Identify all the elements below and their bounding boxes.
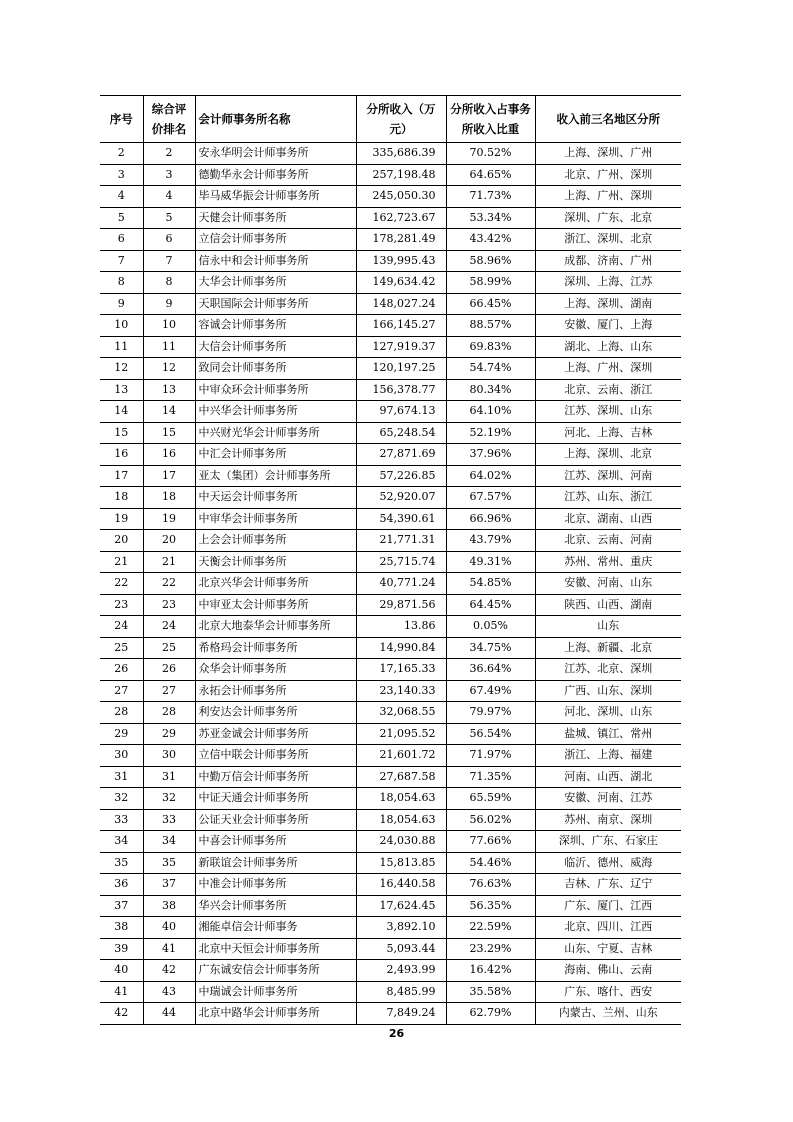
cell-ratio: 43.42%	[446, 229, 535, 251]
cell-rank: 4	[143, 186, 195, 208]
cell-seq: 16	[100, 444, 143, 466]
cell-revenue: 17,624.45	[356, 895, 446, 917]
table-row	[100, 594, 681, 616]
cell-ratio: 71.35%	[446, 766, 535, 788]
table-row	[100, 745, 681, 767]
cell-ratio: 71.97%	[446, 745, 535, 767]
cell-revenue: 16,440.58	[356, 874, 446, 896]
cell-regions: 盐城、镇江、常州	[535, 723, 681, 745]
header-seq: 序号	[100, 96, 143, 143]
cell-ratio: 71.73%	[446, 186, 535, 208]
cell-seq: 12	[100, 358, 143, 380]
table-row	[100, 680, 681, 702]
cell-regions: 安徽、河南、江苏	[535, 788, 681, 810]
cell-revenue: 15,813.85	[356, 852, 446, 874]
cell-firm-name: 中瑞诚会计师事务所	[195, 981, 356, 1003]
cell-firm-name: 北京中天恒会计师事务所	[195, 938, 356, 960]
header-rank: 综合评价排名	[143, 96, 195, 143]
cell-regions: 海南、佛山、云南	[535, 960, 681, 982]
cell-ratio: 62.79%	[446, 1003, 535, 1025]
table-body	[100, 143, 681, 1025]
table-row	[100, 852, 681, 874]
cell-ratio: 54.85%	[446, 573, 535, 595]
cell-seq: 23	[100, 594, 143, 616]
cell-rank: 35	[143, 852, 195, 874]
cell-seq: 41	[100, 981, 143, 1003]
table-row	[100, 659, 681, 681]
cell-regions: 陕西、山西、湖南	[535, 594, 681, 616]
cell-rank: 44	[143, 1003, 195, 1025]
cell-seq: 24	[100, 616, 143, 638]
cell-firm-name: 大信会计师事务所	[195, 336, 356, 358]
cell-regions: 北京、四川、江西	[535, 917, 681, 939]
cell-firm-name: 利安达会计师事务所	[195, 702, 356, 724]
cell-revenue: 3,892.10	[356, 917, 446, 939]
cell-regions: 河北、深圳、山东	[535, 702, 681, 724]
table-row	[100, 487, 681, 509]
cell-regions: 湖北、上海、山东	[535, 336, 681, 358]
cell-seq: 19	[100, 508, 143, 530]
cell-regions: 内蒙古、兰州、山东	[535, 1003, 681, 1025]
cell-regions: 安徽、厦门、上海	[535, 315, 681, 337]
cell-seq: 20	[100, 530, 143, 552]
cell-firm-name: 容诚会计师事务所	[195, 315, 356, 337]
cell-ratio: 77.66%	[446, 831, 535, 853]
cell-ratio: 64.02%	[446, 465, 535, 487]
cell-ratio: 54.74%	[446, 358, 535, 380]
cell-ratio: 65.59%	[446, 788, 535, 810]
cell-regions: 深圳、上海、江苏	[535, 272, 681, 294]
cell-firm-name: 中审众环会计师事务所	[195, 379, 356, 401]
cell-revenue: 21,601.72	[356, 745, 446, 767]
cell-seq: 8	[100, 272, 143, 294]
cell-revenue: 14,990.84	[356, 637, 446, 659]
cell-regions: 安徽、河南、山东	[535, 573, 681, 595]
cell-rank: 2	[143, 143, 195, 165]
table-row	[100, 444, 681, 466]
cell-ratio: 80.34%	[446, 379, 535, 401]
cell-revenue: 29,871.56	[356, 594, 446, 616]
cell-rank: 11	[143, 336, 195, 358]
cell-regions: 浙江、上海、福建	[535, 745, 681, 767]
cell-regions: 吉林、广东、辽宁	[535, 874, 681, 896]
cell-revenue: 148,027.24	[356, 293, 446, 315]
cell-firm-name: 中天运会计师事务所	[195, 487, 356, 509]
cell-firm-name: 天健会计师事务所	[195, 207, 356, 229]
cell-ratio: 23.29%	[446, 938, 535, 960]
table-row	[100, 723, 681, 745]
table-row	[100, 250, 681, 272]
cell-ratio: 76.63%	[446, 874, 535, 896]
cell-ratio: 64.10%	[446, 401, 535, 423]
cell-ratio: 64.65%	[446, 164, 535, 186]
cell-rank: 13	[143, 379, 195, 401]
cell-ratio: 58.99%	[446, 272, 535, 294]
cell-firm-name: 永拓会计师事务所	[195, 680, 356, 702]
cell-firm-name: 天职国际会计师事务所	[195, 293, 356, 315]
cell-regions: 苏州、常州、重庆	[535, 551, 681, 573]
cell-firm-name: 中汇会计师事务所	[195, 444, 356, 466]
cell-revenue: 156,378.77	[356, 379, 446, 401]
table-row	[100, 379, 681, 401]
cell-firm-name: 众华会计师事务所	[195, 659, 356, 681]
cell-revenue: 32,068.55	[356, 702, 446, 724]
cell-revenue: 139,995.43	[356, 250, 446, 272]
cell-revenue: 18,054.63	[356, 809, 446, 831]
table-row	[100, 917, 681, 939]
cell-rank: 37	[143, 874, 195, 896]
cell-seq: 26	[100, 659, 143, 681]
cell-rank: 15	[143, 422, 195, 444]
cell-seq: 7	[100, 250, 143, 272]
cell-seq: 39	[100, 938, 143, 960]
cell-seq: 32	[100, 788, 143, 810]
cell-ratio: 56.02%	[446, 809, 535, 831]
cell-revenue: 25,715.74	[356, 551, 446, 573]
cell-rank: 33	[143, 809, 195, 831]
cell-rank: 29	[143, 723, 195, 745]
cell-ratio: 69.83%	[446, 336, 535, 358]
cell-firm-name: 立信中联会计师事务所	[195, 745, 356, 767]
cell-seq: 33	[100, 809, 143, 831]
header-revenue: 分所收入（万元）	[356, 96, 446, 143]
cell-firm-name: 希格玛会计师事务所	[195, 637, 356, 659]
cell-rank: 40	[143, 917, 195, 939]
cell-ratio: 36.64%	[446, 659, 535, 681]
cell-ratio: 34.75%	[446, 637, 535, 659]
cell-ratio: 54.46%	[446, 852, 535, 874]
table-row	[100, 960, 681, 982]
cell-revenue: 54,390.61	[356, 508, 446, 530]
cell-seq: 3	[100, 164, 143, 186]
cell-seq: 31	[100, 766, 143, 788]
cell-seq: 21	[100, 551, 143, 573]
cell-seq: 4	[100, 186, 143, 208]
header-regions: 收入前三名地区分所	[535, 96, 681, 143]
cell-revenue: 18,054.63	[356, 788, 446, 810]
cell-seq: 35	[100, 852, 143, 874]
cell-seq: 37	[100, 895, 143, 917]
cell-revenue: 17,165.33	[356, 659, 446, 681]
cell-revenue: 149,634.42	[356, 272, 446, 294]
cell-regions: 江苏、深圳、河南	[535, 465, 681, 487]
table-row	[100, 422, 681, 444]
cell-regions: 深圳、广东、石家庄	[535, 831, 681, 853]
table-row	[100, 272, 681, 294]
cell-rank: 5	[143, 207, 195, 229]
cell-regions: 北京、广州、深圳	[535, 164, 681, 186]
cell-firm-name: 中准会计师事务所	[195, 874, 356, 896]
cell-seq: 13	[100, 379, 143, 401]
table-row	[100, 1003, 681, 1025]
cell-seq: 42	[100, 1003, 143, 1025]
cell-regions: 广西、山东、深圳	[535, 680, 681, 702]
cell-ratio: 70.52%	[446, 143, 535, 165]
table-row	[100, 530, 681, 552]
cell-ratio: 64.45%	[446, 594, 535, 616]
cell-revenue: 21,771.31	[356, 530, 446, 552]
cell-seq: 6	[100, 229, 143, 251]
cell-regions: 广东、喀什、西安	[535, 981, 681, 1003]
cell-seq: 10	[100, 315, 143, 337]
table-row	[100, 401, 681, 423]
cell-ratio: 35.58%	[446, 981, 535, 1003]
cell-revenue: 245,050.30	[356, 186, 446, 208]
cell-seq: 18	[100, 487, 143, 509]
cell-seq: 30	[100, 745, 143, 767]
cell-rank: 8	[143, 272, 195, 294]
cell-revenue: 5,093.44	[356, 938, 446, 960]
cell-rank: 34	[143, 831, 195, 853]
cell-revenue: 7,849.24	[356, 1003, 446, 1025]
cell-firm-name: 中兴华会计师事务所	[195, 401, 356, 423]
cell-firm-name: 德勤华永会计师事务所	[195, 164, 356, 186]
cell-ratio: 16.42%	[446, 960, 535, 982]
cell-regions: 河南、山西、湖北	[535, 766, 681, 788]
cell-regions: 上海、深圳、北京	[535, 444, 681, 466]
cell-regions: 上海、广州、深圳	[535, 186, 681, 208]
page-number: 26	[388, 1027, 405, 1040]
cell-firm-name: 安永华明会计师事务所	[195, 143, 356, 165]
cell-regions: 成都、济南、广州	[535, 250, 681, 272]
cell-firm-name: 信永中和会计师事务所	[195, 250, 356, 272]
table-row	[100, 164, 681, 186]
cell-rank: 27	[143, 680, 195, 702]
table-row	[100, 358, 681, 380]
cell-rank: 16	[143, 444, 195, 466]
cell-firm-name: 上会会计师事务所	[195, 530, 356, 552]
cell-rank: 7	[143, 250, 195, 272]
cell-rank: 42	[143, 960, 195, 982]
cell-ratio: 66.96%	[446, 508, 535, 530]
cell-revenue: 120,197.25	[356, 358, 446, 380]
cell-regions: 浙江、深圳、北京	[535, 229, 681, 251]
cell-regions: 河北、上海、吉林	[535, 422, 681, 444]
cell-ratio: 22.59%	[446, 917, 535, 939]
cell-ratio: 0.05%	[446, 616, 535, 638]
cell-rank: 21	[143, 551, 195, 573]
table-row	[100, 788, 681, 810]
cell-revenue: 24,030.88	[356, 831, 446, 853]
table-header-row	[100, 96, 681, 143]
cell-firm-name: 中证天通会计师事务所	[195, 788, 356, 810]
cell-firm-name: 立信会计师事务所	[195, 229, 356, 251]
table-row	[100, 895, 681, 917]
cell-seq: 28	[100, 702, 143, 724]
cell-revenue: 65,248.54	[356, 422, 446, 444]
table-row	[100, 766, 681, 788]
cell-revenue: 127,919.37	[356, 336, 446, 358]
cell-revenue: 97,674.13	[356, 401, 446, 423]
table-row	[100, 551, 681, 573]
table-row	[100, 981, 681, 1003]
cell-revenue: 13.86	[356, 616, 446, 638]
cell-firm-name: 致同会计师事务所	[195, 358, 356, 380]
cell-seq: 11	[100, 336, 143, 358]
cell-rank: 3	[143, 164, 195, 186]
table-row	[100, 336, 681, 358]
cell-ratio: 56.35%	[446, 895, 535, 917]
cell-firm-name: 公证天业会计师事务所	[195, 809, 356, 831]
cell-firm-name: 毕马威华振会计师事务所	[195, 186, 356, 208]
cell-regions: 山东	[535, 616, 681, 638]
cell-regions: 江苏、北京、深圳	[535, 659, 681, 681]
cell-firm-name: 北京中路华会计师事务所	[195, 1003, 356, 1025]
cell-firm-name: 中审华会计师事务所	[195, 508, 356, 530]
cell-seq: 2	[100, 143, 143, 165]
cell-rank: 19	[143, 508, 195, 530]
cell-firm-name: 中审亚太会计师事务所	[195, 594, 356, 616]
table-row	[100, 143, 681, 165]
cell-regions: 山东、宁夏、吉林	[535, 938, 681, 960]
cell-firm-name: 北京大地泰华会计师事务所	[195, 616, 356, 638]
cell-firm-name: 广东诚安信会计师事务所	[195, 960, 356, 982]
cell-regions: 江苏、山东、浙江	[535, 487, 681, 509]
table-row	[100, 229, 681, 251]
table-row	[100, 465, 681, 487]
cell-rank: 31	[143, 766, 195, 788]
cell-ratio: 66.45%	[446, 293, 535, 315]
cell-rank: 32	[143, 788, 195, 810]
cell-rank: 18	[143, 487, 195, 509]
cell-revenue: 166,145.27	[356, 315, 446, 337]
cell-revenue: 335,686.39	[356, 143, 446, 165]
cell-ratio: 67.57%	[446, 487, 535, 509]
cell-rank: 28	[143, 702, 195, 724]
cell-rank: 38	[143, 895, 195, 917]
table-row	[100, 809, 681, 831]
cell-rank: 10	[143, 315, 195, 337]
cell-revenue: 27,871.69	[356, 444, 446, 466]
cell-rank: 24	[143, 616, 195, 638]
cell-ratio: 49.31%	[446, 551, 535, 573]
cell-rank: 12	[143, 358, 195, 380]
table-row	[100, 616, 681, 638]
table-row	[100, 573, 681, 595]
cell-firm-name: 中兴财光华会计师事务所	[195, 422, 356, 444]
cell-firm-name: 亚太（集团）会计师事务所	[195, 465, 356, 487]
cell-regions: 深圳、广东、北京	[535, 207, 681, 229]
cell-ratio: 58.96%	[446, 250, 535, 272]
cell-seq: 17	[100, 465, 143, 487]
cell-firm-name: 苏亚金诚会计师事务所	[195, 723, 356, 745]
cell-regions: 临沂、德州、威海	[535, 852, 681, 874]
cell-rank: 17	[143, 465, 195, 487]
cell-seq: 5	[100, 207, 143, 229]
table-row	[100, 315, 681, 337]
header-ratio: 分所收入占事务所收入比重	[446, 96, 535, 143]
cell-firm-name: 华兴会计师事务所	[195, 895, 356, 917]
cell-rank: 20	[143, 530, 195, 552]
cell-rank: 9	[143, 293, 195, 315]
cell-revenue: 23,140.33	[356, 680, 446, 702]
cell-seq: 27	[100, 680, 143, 702]
cell-regions: 北京、云南、浙江	[535, 379, 681, 401]
cell-rank: 14	[143, 401, 195, 423]
cell-revenue: 8,485.99	[356, 981, 446, 1003]
cell-rank: 30	[143, 745, 195, 767]
cell-seq: 34	[100, 831, 143, 853]
cell-seq: 15	[100, 422, 143, 444]
cell-firm-name: 大华会计师事务所	[195, 272, 356, 294]
cell-revenue: 162,723.67	[356, 207, 446, 229]
cell-ratio: 53.34%	[446, 207, 535, 229]
cell-rank: 6	[143, 229, 195, 251]
cell-firm-name: 中喜会计师事务所	[195, 831, 356, 853]
cell-ratio: 52.19%	[446, 422, 535, 444]
table-row	[100, 508, 681, 530]
cell-regions: 上海、广州、深圳	[535, 358, 681, 380]
table-row	[100, 207, 681, 229]
cell-rank: 43	[143, 981, 195, 1003]
table-row	[100, 186, 681, 208]
cell-regions: 上海、深圳、湖南	[535, 293, 681, 315]
cell-firm-name: 湘能卓信会计师事务	[195, 917, 356, 939]
header-firm-name: 会计师事务所名称	[195, 96, 356, 143]
accounting-firms-table	[100, 95, 681, 1025]
cell-seq: 25	[100, 637, 143, 659]
cell-revenue: 27,687.58	[356, 766, 446, 788]
cell-seq: 38	[100, 917, 143, 939]
cell-revenue: 40,771.24	[356, 573, 446, 595]
cell-ratio: 37.96%	[446, 444, 535, 466]
cell-seq: 14	[100, 401, 143, 423]
cell-revenue: 21,095.52	[356, 723, 446, 745]
table-row	[100, 874, 681, 896]
table-row	[100, 831, 681, 853]
cell-revenue: 178,281.49	[356, 229, 446, 251]
cell-regions: 江苏、深圳、山东	[535, 401, 681, 423]
cell-seq: 40	[100, 960, 143, 982]
cell-revenue: 257,198.48	[356, 164, 446, 186]
cell-rank: 25	[143, 637, 195, 659]
cell-seq: 22	[100, 573, 143, 595]
table-row	[100, 702, 681, 724]
cell-ratio: 43.79%	[446, 530, 535, 552]
cell-revenue: 52,920.07	[356, 487, 446, 509]
cell-rank: 26	[143, 659, 195, 681]
table-row	[100, 938, 681, 960]
cell-regions: 上海、深圳、广州	[535, 143, 681, 165]
cell-ratio: 56.54%	[446, 723, 535, 745]
cell-revenue: 57,226.85	[356, 465, 446, 487]
cell-ratio: 88.57%	[446, 315, 535, 337]
cell-rank: 22	[143, 573, 195, 595]
cell-firm-name: 北京兴华会计师事务所	[195, 573, 356, 595]
cell-seq: 36	[100, 874, 143, 896]
table-row	[100, 637, 681, 659]
cell-firm-name: 天衡会计师事务所	[195, 551, 356, 573]
cell-seq: 29	[100, 723, 143, 745]
cell-firm-name: 新联谊会计师事务所	[195, 852, 356, 874]
cell-revenue: 2,493.99	[356, 960, 446, 982]
cell-regions: 苏州、南京、深圳	[535, 809, 681, 831]
cell-seq: 9	[100, 293, 143, 315]
cell-firm-name: 中勤万信会计师事务所	[195, 766, 356, 788]
cell-ratio: 79.97%	[446, 702, 535, 724]
cell-ratio: 67.49%	[446, 680, 535, 702]
cell-rank: 23	[143, 594, 195, 616]
cell-regions: 北京、湖南、山西	[535, 508, 681, 530]
cell-regions: 广东、厦门、江西	[535, 895, 681, 917]
table-row	[100, 293, 681, 315]
cell-regions: 北京、云南、河南	[535, 530, 681, 552]
cell-regions: 上海、新疆、北京	[535, 637, 681, 659]
cell-rank: 41	[143, 938, 195, 960]
